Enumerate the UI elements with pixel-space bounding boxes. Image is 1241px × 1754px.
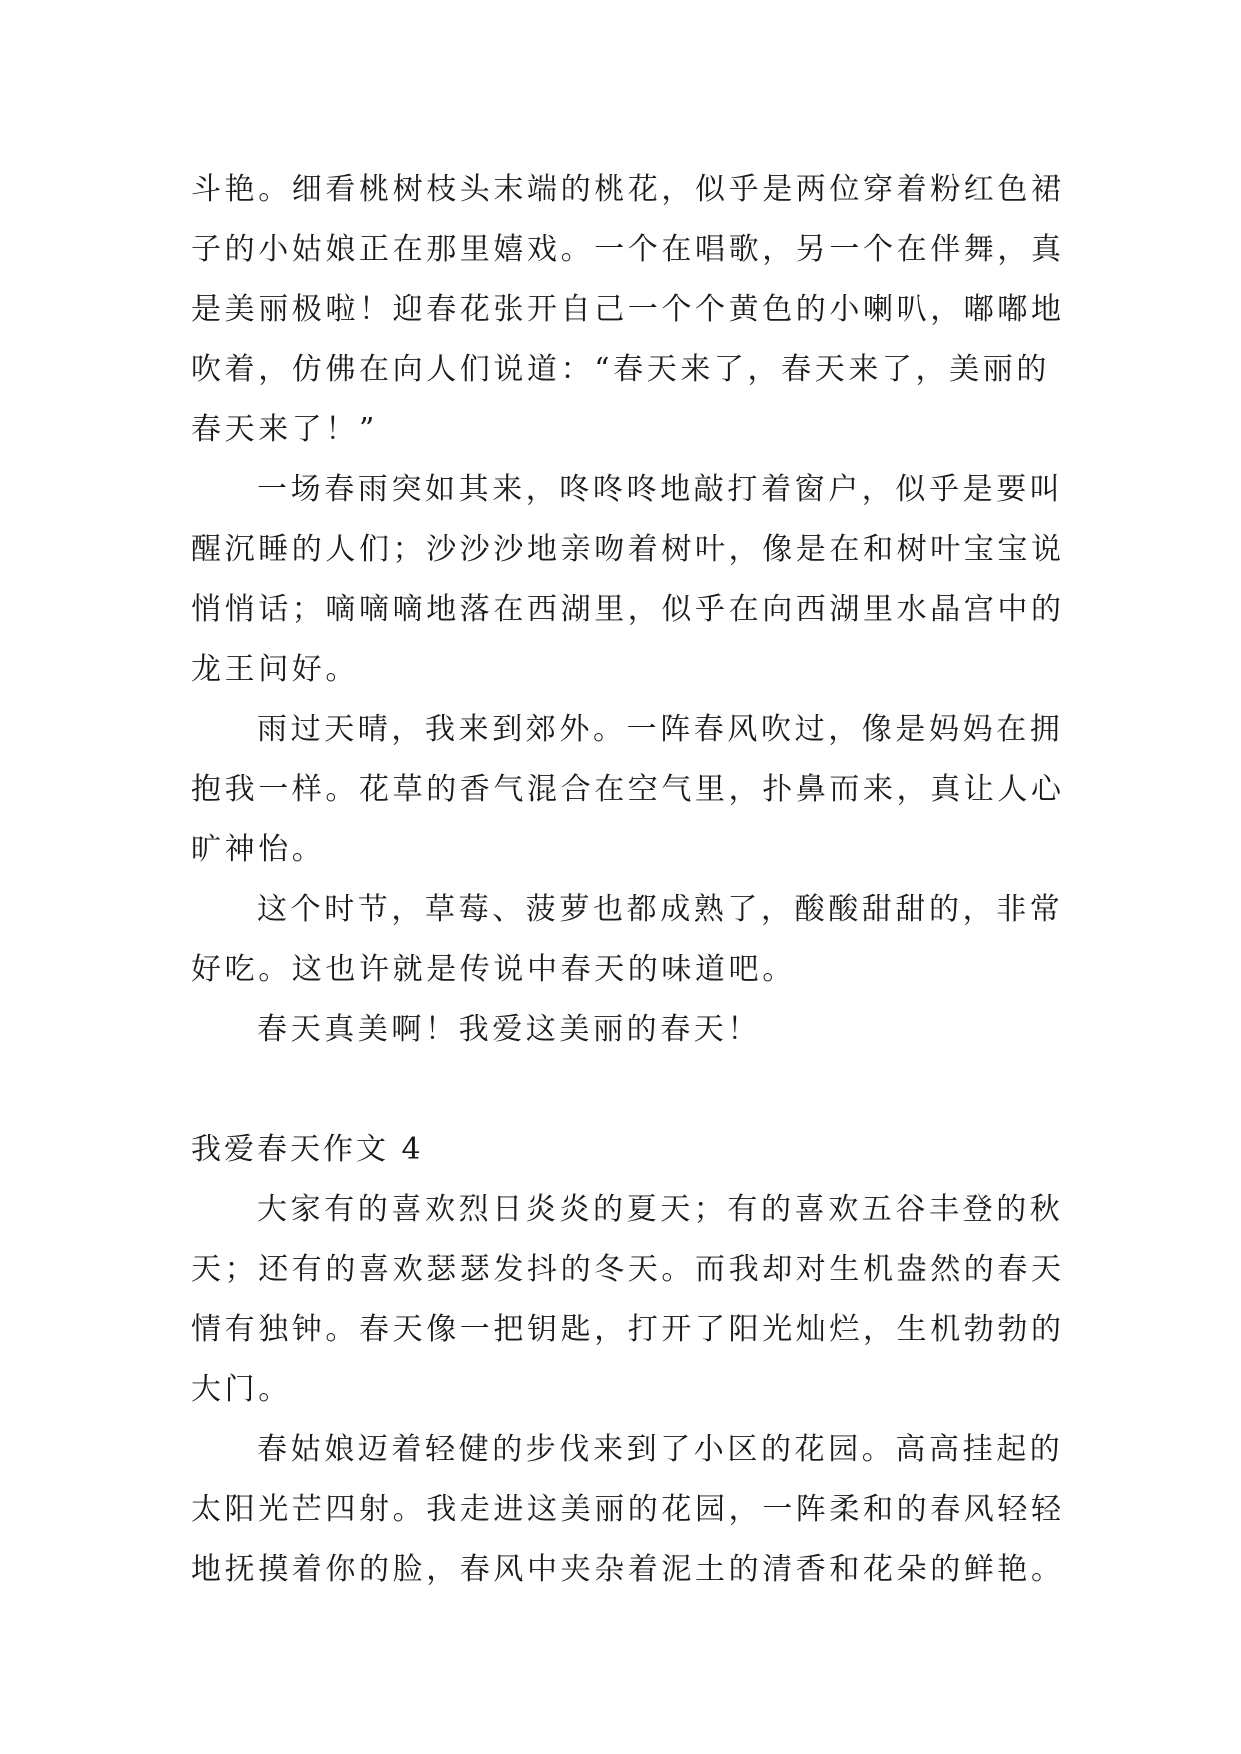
text-line: 大家有的喜欢烈日炎炎的夏天；有的喜欢五谷丰登的秋 <box>257 1192 1064 1227</box>
text-line: 好吃。这也许就是传说中春天的味道吧。 <box>191 952 796 987</box>
section-title: 我爱春天作文 4 <box>191 1132 424 1167</box>
text-line: 一场春雨突如其来，咚咚咚地敲打着窗户，似乎是要叫 <box>257 472 1064 507</box>
text-line: 斗艳。细看桃树枝头末端的桃花，似乎是两位穿着粉红色裙 <box>191 172 1065 207</box>
paragraph <box>191 880 1064 1000</box>
text-line: 是美丽极啦！迎春花张开自己一个个黄色的小喇叭，嘟嘟地 <box>191 292 1065 327</box>
text-line: 龙王问好。 <box>191 652 359 687</box>
paragraph <box>191 1000 1061 1060</box>
section-spacer <box>191 1060 1061 1120</box>
text-line: 旷神怡。 <box>191 832 326 867</box>
text-line: 春姑娘迈着轻健的步伐来到了小区的花园。高高挂起的 <box>257 1432 1064 1467</box>
text-line: 吹着，仿佛在向人们说道：“春天来了，春天来了，美丽的 <box>191 352 1050 387</box>
text-line: 天；还有的喜欢瑟瑟发抖的冬天。而我却对生机盎然的春天 <box>191 1252 1065 1287</box>
section-heading <box>191 1120 1061 1180</box>
paragraph <box>191 700 1065 880</box>
text-line: 地抚摸着你的脸，春风中夹杂着泥土的清香和花朵的鲜艳。 <box>191 1552 1065 1587</box>
text-line: 情有独钟。春天像一把钥匙，打开了阳光灿烂，生机勃勃的 <box>191 1312 1065 1347</box>
text-line: 悄悄话；嘀嘀嘀地落在西湖里，似乎在向西湖里水晶宫中的 <box>191 592 1065 627</box>
text-line: 雨过天晴，我来到郊外。一阵春风吹过，像是妈妈在拥 <box>257 712 1064 747</box>
text-line: 子的小姑娘正在那里嬉戏。一个在唱歌，另一个在伴舞，真 <box>191 232 1065 267</box>
text-line: 醒沉睡的人们；沙沙沙地亲吻着树叶，像是在和树叶宝宝说 <box>191 532 1065 567</box>
text-line: 太阳光芒四射。我走进这美丽的花园，一阵柔和的春风轻轻 <box>191 1492 1065 1527</box>
document-body <box>191 160 1065 1600</box>
text-line: 抱我一样。花草的香气混合在空气里，扑鼻而来，真让人心 <box>191 772 1065 807</box>
text-line: 大门。 <box>191 1372 292 1407</box>
paragraph <box>191 1420 1065 1600</box>
paragraph <box>191 160 1065 460</box>
text-line: 这个时节，草莓、菠萝也都成熟了，酸酸甜甜的，非常 <box>257 892 1064 927</box>
text-line: 春天来了！” <box>191 412 378 447</box>
paragraph <box>191 460 1065 700</box>
text-line: 春天真美啊！我爱这美丽的春天！ <box>257 1012 761 1047</box>
paragraph <box>191 1180 1065 1420</box>
